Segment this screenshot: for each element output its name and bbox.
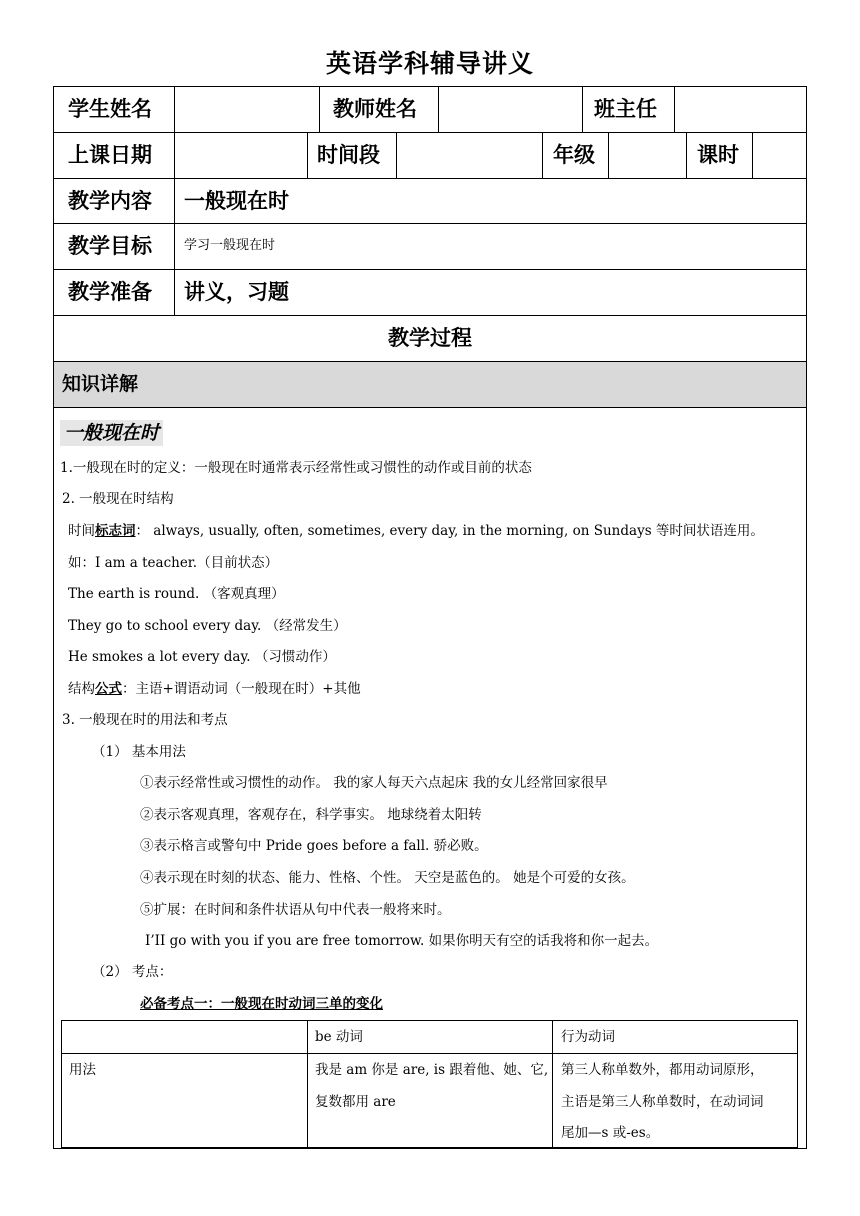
action-verb-header: 行为动词 [561, 1029, 615, 1045]
col-divider [752, 132, 753, 178]
time-period-label: 时间段 [317, 143, 380, 167]
verb-table [61, 1020, 798, 1148]
example-line: The earth is round. （客观真理） [68, 586, 285, 602]
action-verb-usage-1: 第三人称单数外，都用动词原形， [561, 1062, 764, 1078]
be-verb-usage-2: 复数都用 are [315, 1094, 396, 1110]
formula-prefix: 结构 [68, 681, 95, 697]
col-divider [674, 86, 675, 132]
knowledge-row-shade [54, 362, 806, 407]
row-divider [53, 269, 807, 270]
col-divider [174, 178, 175, 315]
col-divider [686, 132, 687, 178]
knowledge-heading: 知识详解 [62, 373, 139, 395]
test-points-heading: （2） 考点： [92, 964, 173, 980]
row-divider [53, 223, 807, 224]
class-date-label: 上课日期 [68, 143, 152, 167]
example-line: He smokes a lot every day. （习惯动作） [68, 649, 336, 665]
usage-item: ⑤扩展：在时间和条件状语从句中代表一般将来时。 [140, 902, 451, 918]
definition-line: 1.一般现在时的定义：一般现在时通常表示经常性或习惯性的动作或目前的状态 [60, 460, 532, 476]
row-divider [53, 178, 807, 179]
col-divider [174, 86, 175, 178]
structure-heading: 2. 一般现在时结构 [62, 491, 174, 507]
signal-words-list: ： always, usually, often, sometimes, every day, in the morning, on Sundays 等时间状语连用。 [135, 523, 764, 539]
formula-term: 公式 [95, 681, 122, 697]
process-heading: 教学过程 [388, 326, 472, 350]
col-divider [582, 86, 583, 132]
col-divider [542, 132, 543, 178]
verb-table-col-divider [552, 1021, 553, 1147]
class-hours-label: 课时 [697, 143, 739, 167]
row-divider [53, 407, 807, 408]
goal-value: 学习一般现在时 [184, 238, 276, 253]
signal-words-prefix: 时间 [68, 523, 95, 539]
test-point-one-heading: 必备考点一：一般现在时动词三单的变化 [140, 996, 383, 1012]
action-verb-usage-3: 尾加—s 或-es。 [561, 1125, 660, 1141]
be-verb-usage-1: 我是 am 你是 are, is 跟着他、她、它, [315, 1062, 549, 1078]
usage-item: ③表示格言或警句中 Pride goes before a fall. 骄必败。 [140, 838, 488, 854]
content-label: 教学内容 [68, 189, 152, 213]
usage-item: ④表示现在时刻的状态、能力、性格、个性。 天空是蓝色的。 她是个可爱的女孩。 [140, 870, 635, 886]
row-divider [53, 132, 807, 133]
document-title: 英语学科辅导讲义 [325, 49, 534, 78]
head-teacher-label: 班主任 [594, 97, 657, 121]
student-name-label: 学生姓名 [68, 97, 152, 121]
usage-example: I’II go with you if you are free tomorrow. 如果你明天有空的话我将和你一起去。 [145, 933, 659, 949]
goal-label: 教学目标 [68, 234, 152, 258]
be-verb-header: be 动词 [315, 1029, 363, 1045]
section-title: 一般现在时 [60, 420, 163, 446]
col-divider [319, 86, 320, 132]
teacher-name-label: 教师姓名 [333, 97, 417, 121]
formula-line [68, 679, 361, 699]
prep-value: 讲义，习题 [184, 280, 289, 304]
usage-row-label: 用法 [69, 1062, 96, 1078]
prep-label: 教学准备 [68, 280, 152, 304]
example-line: They go to school every day. （经常发生） [68, 618, 347, 634]
signal-words-line [68, 521, 764, 541]
grade-label: 年级 [553, 143, 595, 167]
col-divider [307, 132, 308, 178]
col-divider [438, 86, 439, 132]
example-line: 如：I am a teacher.（目前状态） [68, 555, 279, 571]
basic-usage-heading: （1） 基本用法 [92, 744, 186, 760]
col-divider [608, 132, 609, 178]
usage-item: ①表示经常性或习惯性的动作。 我的家人每天六点起床 我的女儿经常回家很早 [140, 775, 608, 791]
verb-table-col-divider [307, 1021, 308, 1147]
action-verb-usage-2: 主语是第三人称单数时，在动词词 [561, 1094, 764, 1110]
col-divider [396, 132, 397, 178]
usage-heading: 3. 一般现在时的用法和考点 [62, 712, 228, 728]
formula-text: ：主语+谓语动词（一般现在时）+其他 [122, 681, 361, 697]
content-value: 一般现在时 [184, 189, 289, 213]
usage-item: ②表示客观真理，客观存在，科学事实。 地球绕着太阳转 [140, 807, 482, 823]
signal-words-term: 标志词 [95, 523, 136, 539]
